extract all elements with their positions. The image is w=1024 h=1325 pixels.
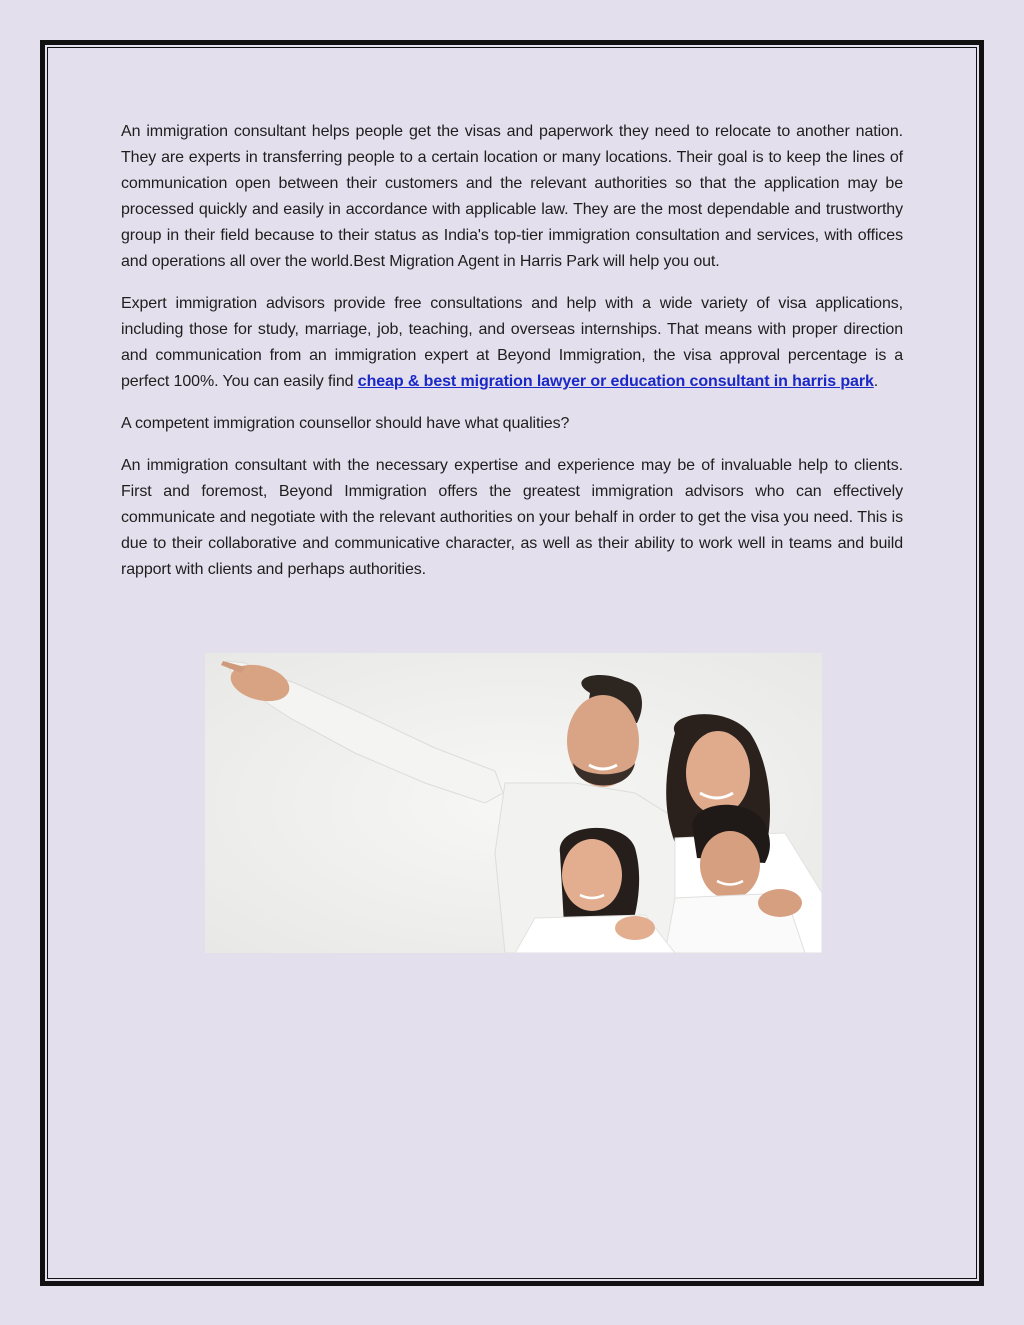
paragraph-advisors-end: . [873, 373, 879, 390]
paragraph-advisors [121, 291, 903, 395]
paragraph-intro: An immigration consultant helps people get the visas and paperwork they need to relocate to another nation. They are experts in transferring people to a certain location or many locations. Their goal is to keep the lines of communication open between their customers and the relevant authorities so that the application may be processed quickly and easily in accordance with applicable law. They are the most dependable and trustworthy group in their field because to their status as India's top-tier immigration consultation and services, with offices and operations all over the world.Best Migration Agent in Harris Park will help you out. [121, 123, 903, 270]
harris-park-consultant-link[interactable]: cheap & best migration lawyer or education consultant in harris park [357, 373, 874, 390]
document-body [121, 119, 903, 599]
paragraph-advisors-text: Expert immigration advisors provide free consultations and help with a wide variety of visa applications, including those for study, marriage, job, teaching, and overseas internships. That means with proper direction and communication from an immigration expert at Beyond Immigration, the visa approval percentage is a perfect 100%. You can easily find [121, 295, 903, 390]
paragraph-question: A competent immigration counsellor should have what qualities? [121, 415, 570, 432]
paragraph-qualities: An immigration consultant with the necessary expertise and experience may be of invaluable help to clients. First and foremost, Beyond Immigration offers the greatest immigration advisors who can effectively communicate and negotiate with the relevant authorities on your behalf in order to get the visa you need. This is due to their collaborative and communicative character, as well as their ability to work well in teams and build rapport with clients and perhaps authorities. [121, 457, 903, 578]
family-photo [205, 653, 822, 953]
